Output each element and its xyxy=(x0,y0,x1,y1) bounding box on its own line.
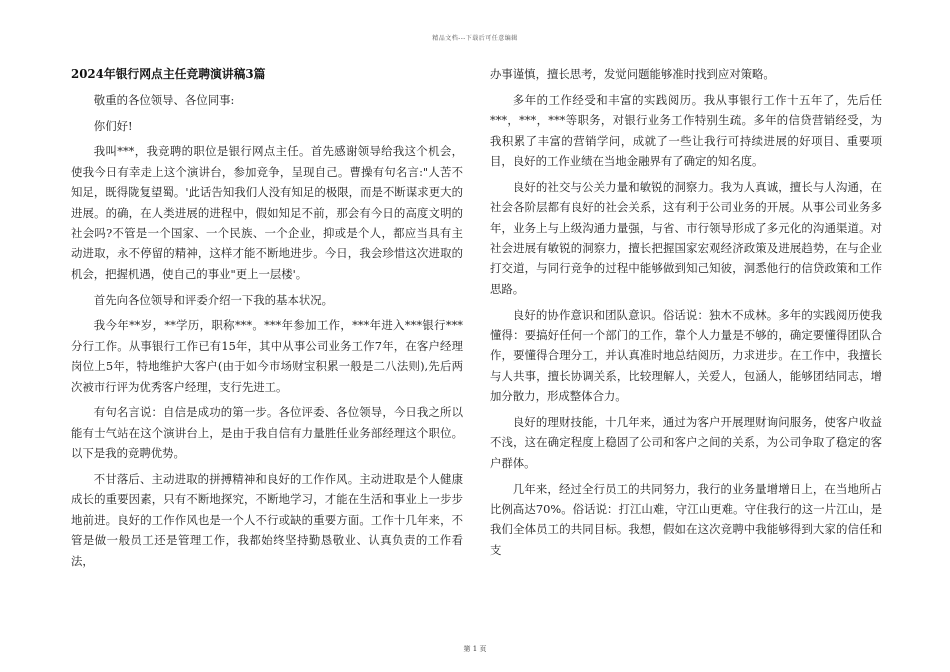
paragraph: 你们好! xyxy=(93,118,133,133)
right-column xyxy=(490,64,882,566)
paragraph: 良好的社交与公关力量和敏锐的洞察力。我为人真诚，擅长与人沟通，在社会各阶层都有良好的社会关系，这有利于公司业务的开展。从事公司业务多年，业务上与上级沟通力量强，与省、市行领导形成了多元化的沟通渠道。对社会进展有敏锐的洞察力，擅长把握国家宏观经济政策及进展趋势，在与企业打交道，与同行竞争的过程中能够做到知己知彼，洞悉他行的信贷政策和工作思路。 xyxy=(490,179,882,296)
paragraph: 良好的协作意识和团队意识。俗话说：独木不成林。多年的实践阅历使我懂得：要搞好任何一个部门的工作，靠个人力量是不够的，确定要懂得团队合作，要懂得合理分工，并认真准时地总结阅历，力求进步。在工作中，我擅长与人共事，擅长协调关系，比较理解人，关爱人，包涵人，能够团结同志，增加分散力，形成整体合力。 xyxy=(490,307,882,404)
page-number: 第 1 页 xyxy=(463,645,487,653)
paragraph: 几年来，经过全行员工的共同努力，我行的业务量增增日上，在当地所占比例高达70%。俗话说：打江山难，守江山更难。守住我行的这一片江山，是我们全体员工的共同目标。我想，假如在这次竞聘中我能够得到大家的信任和支 xyxy=(490,481,882,557)
paragraph: 不甘落后、主动进取的拼搏精神和良好的工作作风。主动进取是个人健康成长的重要因素，只有不断地探究，不断地学习，才能在生活和事业上一步步地前进。良好的工作作风也是一个人不行或缺的重要方面。工作十几年来，不管是做一般员工还是管理工作，我都始终坚持勤恳敬业、认真负责的工作看法， xyxy=(71,472,463,568)
header-note: 精品文档---下载后可任意编辑 xyxy=(432,35,518,42)
paragraph: 良好的理财技能，十几年来，通过为客户开展理财询问服务，使客户收益不浅，这在确定程度上稳固了公司和客户之间的关系，为公司争取了稳定的客户群体。 xyxy=(490,415,882,470)
paragraph: 有句名言说：自信是成功的第一步。各位评委、各位领导，今日我之所以能有士气站在这个演讲台上，是由于我自信有力量胜任业务部经理这个职位。以下是我的竞聘优势。 xyxy=(71,405,463,461)
paragraph: 敬重的各位领导、各位同事: xyxy=(93,92,235,107)
paragraph: 多年的工作经受和丰富的实践阅历。我从事银行工作十五年了，先后任***，***，***等职务，对银行业务工作特别生疏。多年的信贷营销经受，为我积累了丰富的营销学问，成就了一些让我行可持续进展的好项目、重要项目，良好的工作业绩在当地金融界有了确定的知名度。 xyxy=(490,92,882,169)
paragraph: 我叫***，我竞聘的职位是银行网点主任。首先感谢领导给我这个机会，使我今日有幸走上这个演讲台，参加竞争，呈现自己。曹操有句名言:"人苦不知足，既得陇复望蜀。'此话告知我们人没有知足的极限，而是不断谋求更大的进展。的确，在人类进展的进程中，假如知足不前，那会有今日的高度文明的社会吗?不管是一个国家、一个民族、一个企业，抑或是个人，都应当具有主动进取，永不停留的精神，这样才能不断地进步。今日，我会珍惜这次进取的机会，把握机遇，使自己的事业"更上一层楼'。 xyxy=(71,144,463,281)
document-title: 2024年银行网点主任竞聘演讲稿3篇 xyxy=(71,67,266,81)
paragraph-continuation: 办事谨慎，擅长思考，发觉问题能够准时找到应对策略。 xyxy=(490,67,775,81)
left-column xyxy=(71,64,463,576)
paragraph: 首先向各位领导和评委介绍一下我的基本状况。 xyxy=(93,292,334,307)
paragraph: 我今年**岁，**学历，职称***。***年参加工作，***年进入***银行***分行工作。从事银行工作已有15年，其中从事公司业务工作7年，在客户经理岗位上5年，特地维护大客户(由于如今市场财宝积累一般是二八法则),先后两次被市行评为优秀客户经理，支行先进工。 xyxy=(71,318,463,394)
